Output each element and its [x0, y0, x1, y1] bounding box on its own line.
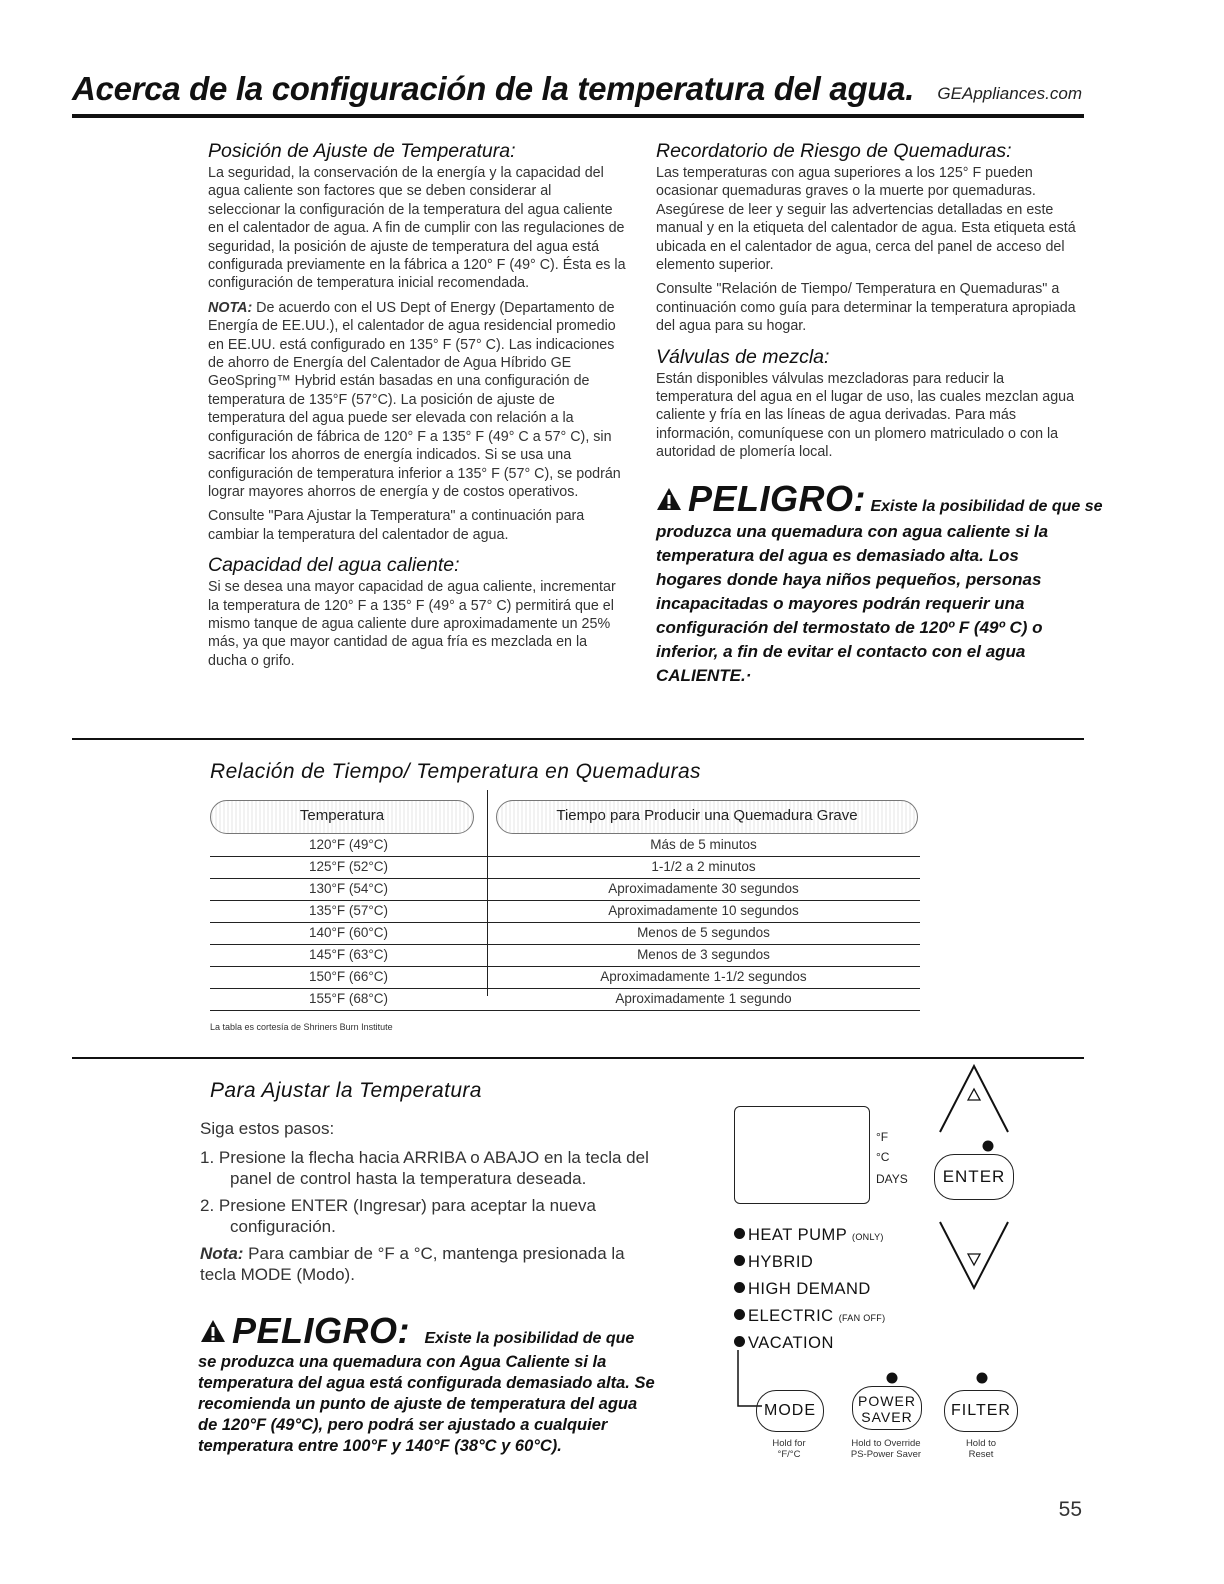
- header-temp: Temperatura: [210, 800, 474, 834]
- ajustar-steps: [200, 1118, 660, 1293]
- indicator-dot: [734, 1309, 745, 1320]
- header-time: Tiempo para Producir una Quemadura Grave: [496, 800, 918, 834]
- section-divider: [72, 738, 1084, 740]
- mode-heat-pump: HEAT PUMP (ONLY): [734, 1226, 885, 1253]
- step-1: 1. Presione la flecha hacia ARRIBA o ABAJO en la tecla del panel de control hasta la temperatura deseada.: [200, 1148, 649, 1188]
- steps-list: [200, 1147, 660, 1237]
- nota-body: Para cambiar de °F a °C, mantenga presionada la tecla MODE (Modo).: [200, 1244, 625, 1284]
- table-row: 125°F (52°C) 1-1/2 a 2 minutos: [210, 857, 920, 879]
- indicator-dot: [734, 1282, 745, 1293]
- unit-c: °C: [876, 1150, 890, 1164]
- ajustar-nota: [200, 1243, 660, 1285]
- table-title: Relación de Tiempo/ Temperatura en Quemaduras: [210, 760, 701, 783]
- mode-caption: Hold for °F/°C: [772, 1438, 806, 1460]
- mode-hybrid: HYBRID: [734, 1253, 885, 1280]
- indicator-dots: [870, 1368, 1000, 1388]
- table-row: 135°F (57°C) Aproximadamente 10 segundos: [210, 901, 920, 923]
- website-link[interactable]: GEAppliances.com: [937, 84, 1082, 103]
- table-row: 130°F (54°C) Aproximadamente 30 segundos: [210, 879, 920, 901]
- right-column: [656, 140, 1084, 468]
- peligro-word: PELIGRO:: [688, 478, 867, 519]
- valvulas-body: Están disponibles válvulas mezcladoras para reducir la temperatura del agua en el lugar de uso, las cuales mezclan agua caliente y fría en las líneas de agua derivadas. Para más información, comuníquese con un plomero matriculado o con la autoridad de plomería local.: [656, 370, 1075, 461]
- posicion-consulte: Consulte "Para Ajustar la Temperatura" a continuación para cambiar la temperatura del calentador de agua.: [208, 508, 585, 543]
- step-2: 2. Presione ENTER (Ingresar) para aceptar la nueva configuración.: [200, 1196, 596, 1236]
- peligro-body: se produzca una quemadura con Agua Caliente si la temperatura del agua está configurada demasiado alta. Se recomienda un punto de ajuste de temperatura del agua de 120°F (49°C), pero podrá ser ajustado a cualquier temperatura entre 100°F y 140°F (38°C y 60°C).: [198, 1353, 655, 1455]
- posicion-nota: [208, 299, 626, 501]
- table-header: [210, 800, 920, 834]
- display-screen: [734, 1106, 870, 1204]
- peligro-lead: Existe la posibilidad de que: [424, 1330, 635, 1347]
- nota-label: NOTA:: [208, 299, 253, 316]
- header-rule: [72, 114, 1084, 118]
- table-credit: La tabla es cortesía de Shriners Burn Institute: [210, 1022, 393, 1032]
- table-row: 150°F (66°C) Aproximadamente 1-1/2 segundos: [210, 967, 920, 989]
- peligro-word: PELIGRO:: [232, 1310, 411, 1351]
- unit-days: DAYS: [876, 1172, 908, 1186]
- recordatorio-body: Las temperaturas con agua superiores a los 125° F pueden ocasionar quemaduras graves o la muerte por quemaduras. Asegúrese de leer y seguir las advertencias detalladas en este manual y en la etiqueta del calentador de agua. Esta etiqueta está ubicada en el calentador de agua, cerca del panel de acceso del elemento superior.: [656, 165, 1076, 274]
- table-row: 145°F (63°C) Menos de 3 segundos: [210, 945, 920, 967]
- ajustar-intro: Siga estos pasos:: [200, 1119, 335, 1138]
- ajustar-heading: Para Ajustar la Temperatura: [210, 1079, 482, 1102]
- valvulas-heading: Válvulas de mezcla:: [656, 345, 830, 368]
- power-saver-button[interactable]: POWER SAVER: [852, 1386, 922, 1430]
- mode-electric: ELECTRIC (FAN OFF): [734, 1307, 885, 1334]
- filter-button[interactable]: FILTER: [944, 1390, 1018, 1432]
- capacidad-body: Si se desea una mayor capacidad de agua caliente, incrementar la temperatura de 120° F a 135° F (49° a 57° C) permitirá que el mismo tanque de agua caliente dure aproximadamente un 25% más, ya que mayor cantidad de agua fría es mezclada en la ducha o grifo.: [208, 579, 616, 669]
- nota-label: Nota:: [200, 1244, 244, 1263]
- indicator-dot: [734, 1255, 745, 1266]
- mode-high-demand: HIGH DEMAND: [734, 1280, 885, 1307]
- capacidad-heading: Capacidad del agua caliente:: [208, 554, 460, 577]
- posicion-heading: Posición de Ajuste de Temperatura:: [208, 140, 516, 162]
- unit-f: °F: [876, 1130, 889, 1144]
- nota-body: De acuerdo con el US Dept of Energy (Departamento de Energía de EE.UU.), el calentador de agua residencial promedio en EE.UU. está configurado en 135° F (57° C). Las indicaciones de ahorro de Energía del Calentador de Agua Híbrido GE GeoSpring™ Hybrid están basadas en una configuración de temperatura de 135°F (57°C). La posición de ajuste de temperatura del agua puede ser elevada con relación a la configuración de fábrica de 120° F a 135° F (49° C a 57° C), sin sacrificar los ahorros de energía indicados. Si se usa una configuración de temperatura inferior a 135° F (57° C), se podrán lograr mayores ahorros de energía y de costos operativos.: [208, 299, 621, 500]
- warning-triangle-icon: [200, 1319, 226, 1343]
- warning-triangle-icon: [656, 487, 682, 511]
- table-row: 120°F (49°C) Más de 5 minutos: [210, 835, 920, 857]
- peligro-lead: Existe la posibilidad de que se: [870, 498, 1103, 515]
- left-column: [208, 140, 626, 676]
- mode-list: [734, 1226, 885, 1361]
- peligro-block-bottom: [200, 1310, 660, 1457]
- page-title: Acerca de la configuración de la temperatura del agua.: [72, 70, 915, 107]
- indicator-dot: [734, 1228, 745, 1239]
- peligro-body: produzca una quemadura con agua caliente si la temperatura del agua es demasiado alta. Los hogares donde haya niños pequeños, personas incapacitadas o mayores podrán requerir una configuración del termostato de 120º F (49º C) o inferior, a fin de evitar el contacto con el agua CALIENTE.·: [656, 522, 1049, 685]
- section-divider: [72, 1057, 1084, 1059]
- indicator-dot: [734, 1336, 745, 1347]
- filter-caption: Hold to Reset: [965, 1438, 997, 1460]
- power-caption: Hold to Override PS-Power Saver: [850, 1438, 922, 1460]
- table-row: 155°F (68°C) Aproximadamente 1 segundo: [210, 989, 920, 1011]
- peligro-block-right: [656, 478, 1103, 688]
- posicion-body: La seguridad, la conservación de la energía y la capacidad del agua caliente son factores que se deben considerar al seleccionar la configuración de la temperatura del agua caliente en el calentador de agua. A fin de cumplir con las regulaciones de seguridad, la posición de ajuste de temperatura del agua está configurada previamente en la fábrica a 120° F (49° C). Ésta es la configuración de temperatura inicial recomendada.: [208, 165, 626, 292]
- table-row: 140°F (60°C) Menos de 5 segundos: [210, 923, 920, 945]
- mode-vacation: VACATION: [734, 1334, 885, 1361]
- mode-button[interactable]: MODE: [756, 1390, 824, 1432]
- page-number: 55: [1058, 1498, 1082, 1521]
- recordatorio-consulte: Consulte "Relación de Tiempo/ Temperatura en Quemaduras" a continuación como guía para determinar la temperatura apropiada del agua para su hogar.: [656, 281, 1076, 335]
- enter-button[interactable]: ENTER: [934, 1154, 1014, 1200]
- recordatorio-heading: Recordatorio de Riesgo de Quemaduras:: [656, 140, 1012, 162]
